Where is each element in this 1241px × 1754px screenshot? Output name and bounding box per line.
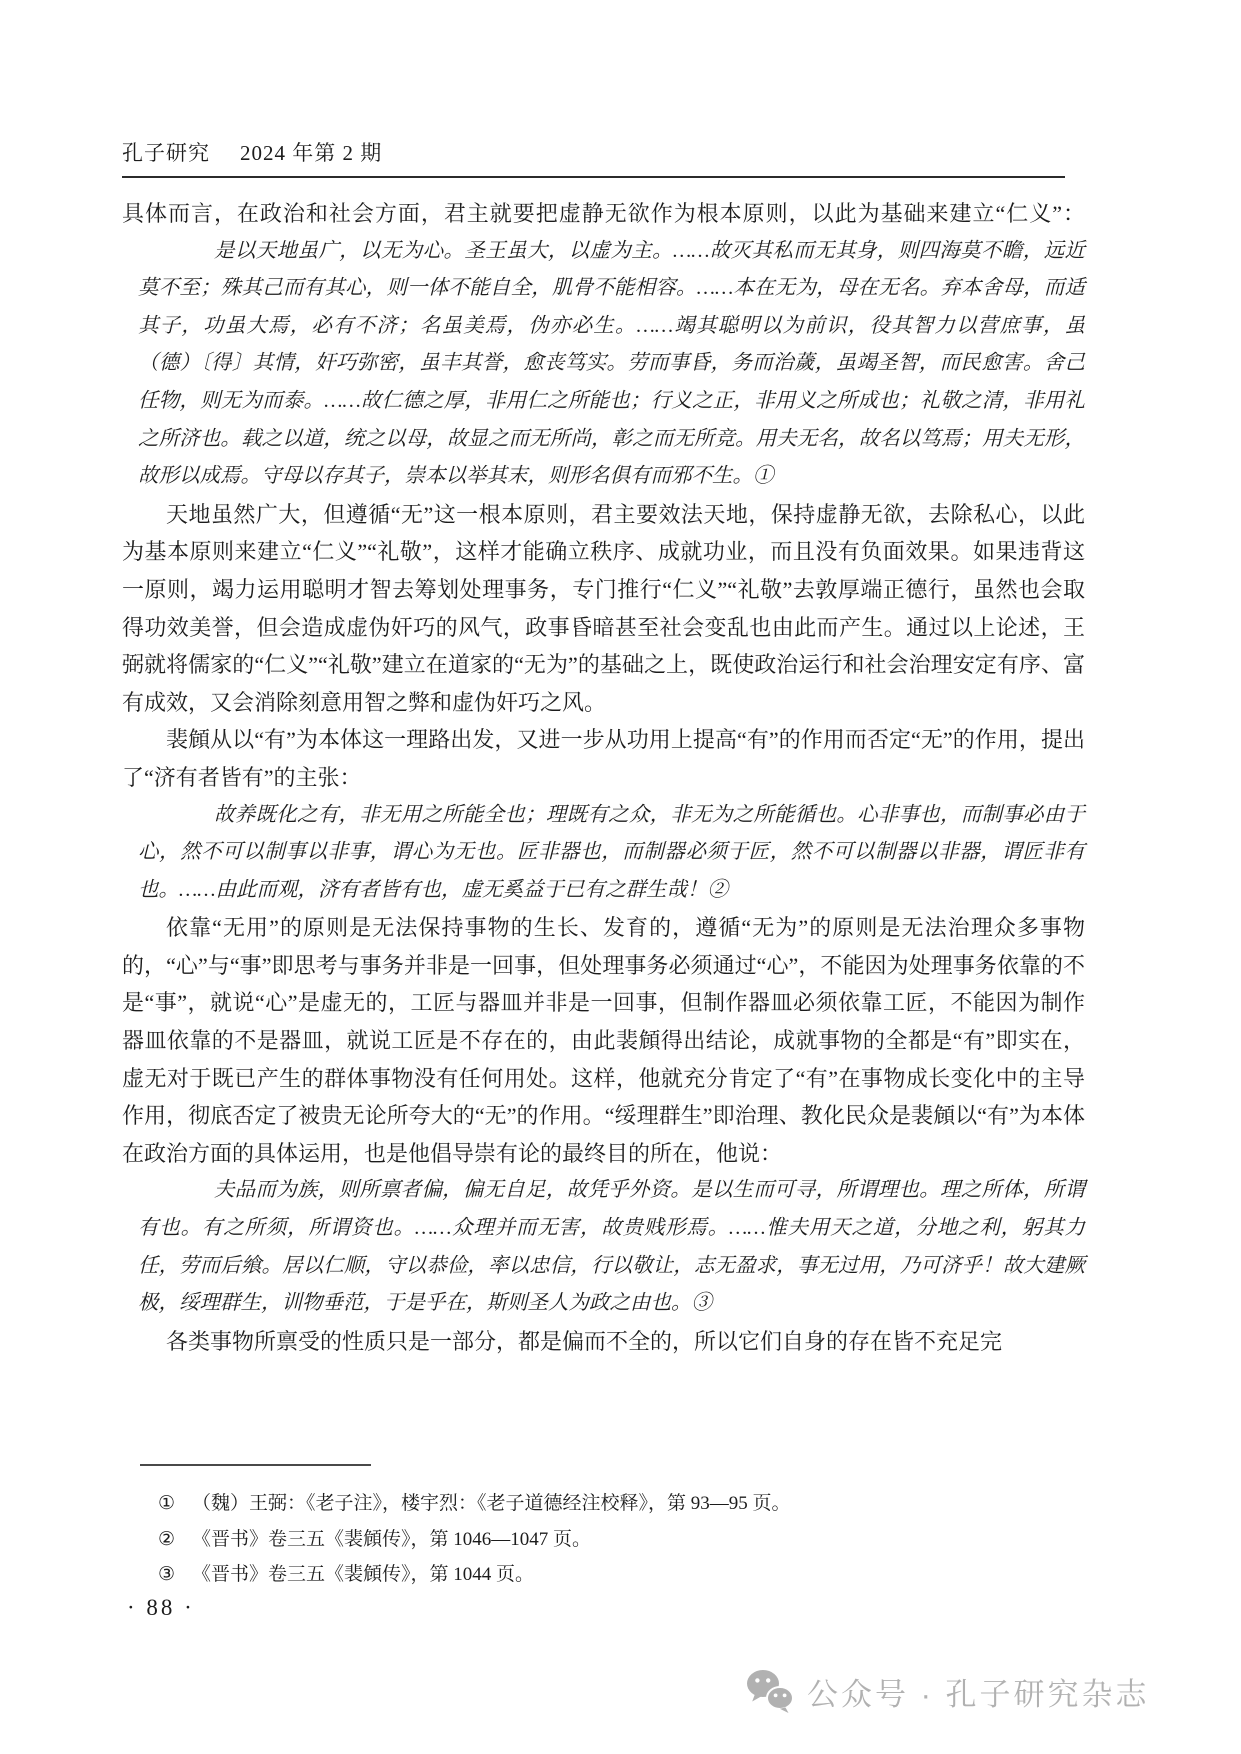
footnote-text: 《晋书》卷三五《裴頠传》，第 1046—1047 页。 (192, 1528, 592, 1550)
footnote-text: 《晋书》卷三五《裴頠传》，第 1044 页。 (192, 1564, 535, 1585)
issue-label: 2024 年第 2 期 (240, 141, 383, 165)
paragraph-intro: 具体而言，在政治和社会方面，君主就要把虚静无欲作为根本原则，以此为基础来建立“仁义”： (122, 201, 1085, 226)
page-number: · 88 · (127, 1595, 195, 1620)
running-header (122, 0, 1085, 167)
paragraph-closing: 各类事物所禀受的性质只是一部分，都是偏而不全的，所以它们自身的存在皆不充足完 (166, 1328, 1003, 1354)
footnote-item (122, 1486, 1085, 1522)
footnote-divider (140, 1464, 371, 1466)
wechat-icon (746, 1668, 794, 1714)
footnote-marker: ① (158, 1493, 176, 1514)
quote-block-laozi-zhu: 是以天地虽广，以无为心。圣王虽大，以虚为主。……故灭其私而无其身，则四海莫不瞻，远近莫不至；殊其己而有其心，则一体不能自全，肌骨不能相容。……本在无为，母在无名。弃本舍母，而适其子，功虽大焉，必有不济；名虽美焉，伪亦必生。……竭其聪明以为前识，役其智力以营庶事，虽（德）〔得〕其情，奸巧弥密，虽丰其誉，愈丧笃实。劳而事昏，务而治薉，虽竭圣智，而民愈害。舍己任物，则无为而泰。……故仁德之厚，非用仁之所能也；行义之正，非用义之所成也；礼敬之清，非用礼之所济也。载之以道，统之以母，故显之而无所尚，彰之而无所竞。用夫无名，故名以笃焉；用夫无形，故形以成焉。守母以存其子，崇本以举其末，则形名俱有而邪不生。① (138, 239, 1085, 488)
footnote-list (122, 1486, 1085, 1593)
quote-block-jinshu-2: 夫品而为族，则所禀者偏，偏无自足，故凭乎外资。是以生而可寻，所谓理也。理之所体，所谓有也。有之所须，所谓资也。……众理并而无害，故贵贱形焉。……惟夫用天之道，分地之利，躬其力任，劳而后飨。居以仁顺，守以恭俭，率以忠信，行以敬让，志无盈求，事无过用，乃可济乎！故大建厥极，绥理群生，训物垂范，于是乎在，斯则圣人为政之由也。③ (138, 1179, 1085, 1315)
footnote-marker: ③ (158, 1564, 176, 1585)
paragraph-peiwei-intro: 裴頠从以“有”为本体这一理路出发，又进一步从功用上提高“有”的作用而否定“无”的作用，提出了“济有者皆有”的主张： (122, 727, 1085, 790)
journal-title: 孔子研究 (122, 141, 210, 165)
paragraph-wangbi-analysis: 天地虽然广大，但遵循“无”这一根本原则，君主要效法天地，保持虚静无欲，去除私心，以此为基本原则来建立“仁义”“礼敬”，这样才能确立秩序、成就功业，而且没有负面效果。如果违背这一原则，竭力运用聪明才智去筹划处理事务，专门推行“仁义”“礼敬”去敦厚端正德行，虽然也会取得功效美誉，但会造成虚伪奸巧的风气，政事昏暗甚至社会变乱也由此而产生。通过以上论述，王弼就将儒家的“仁义”“礼敬”建立在道家的“无为”的基础之上，既使政治运行和社会治理安定有序、富有成效，又会消除刻意用智之弊和虚伪奸巧之风。 (122, 501, 1085, 715)
footnote-item (122, 1522, 1085, 1558)
footnote-item (122, 1557, 1085, 1593)
footnote-text: （魏）王弼：《老子注》，楼宇烈：《老子道德经注校释》，第 93—95 页。 (192, 1493, 791, 1514)
text-column (122, 0, 1085, 1360)
article-body (122, 195, 1085, 1360)
paragraph-peiwei-analysis: 依靠“无用”的原则是无法保持事物的生长、发育的，遵循“无为”的原则是无法治理众多事物的，“心”与“事”即思考与事务并非是一回事，但处理事务必须通过“心”，不能因为处理事务依靠的不是“事”，就说“心”是虚无的，工匠与器皿并非是一回事，但制作器皿必须依靠工匠，不能因为制作器皿依靠的不是器皿，就说工匠是不存在的，由此裴頠得出结论，成就事物的全都是“有”即实在，虚无对于既已产生的群体事物没有任何用处。这样，他就充分肯定了“有”在事物成长变化中的主导作用，彻底否定了被贵无论所夸大的“无”的作用。“绥理群生”即治理、教化民众是裴頠以“有”为本体在政治方面的具体运用，也是他倡导崇有论的最终目的所在，他说： (122, 915, 1085, 1166)
watermark-text: 公众号 · 孔子研究杂志 (807, 1676, 1150, 1712)
header-rule (122, 176, 1065, 178)
quote-block-jinshu-1: 故养既化之有，非无用之所能全也；理既有之众，非无为之所能循也。心非事也，而制事必由于心，然不可以制事以非事，谓心为无也。匠非器也，而制器必须于匠，然不可以制器以非器，谓匠非有也。……由此而观，济有者皆有也，虚无奚益于已有之群生哉！② (138, 803, 1085, 901)
footnote-marker: ② (158, 1528, 176, 1550)
watermark (746, 1668, 1150, 1714)
